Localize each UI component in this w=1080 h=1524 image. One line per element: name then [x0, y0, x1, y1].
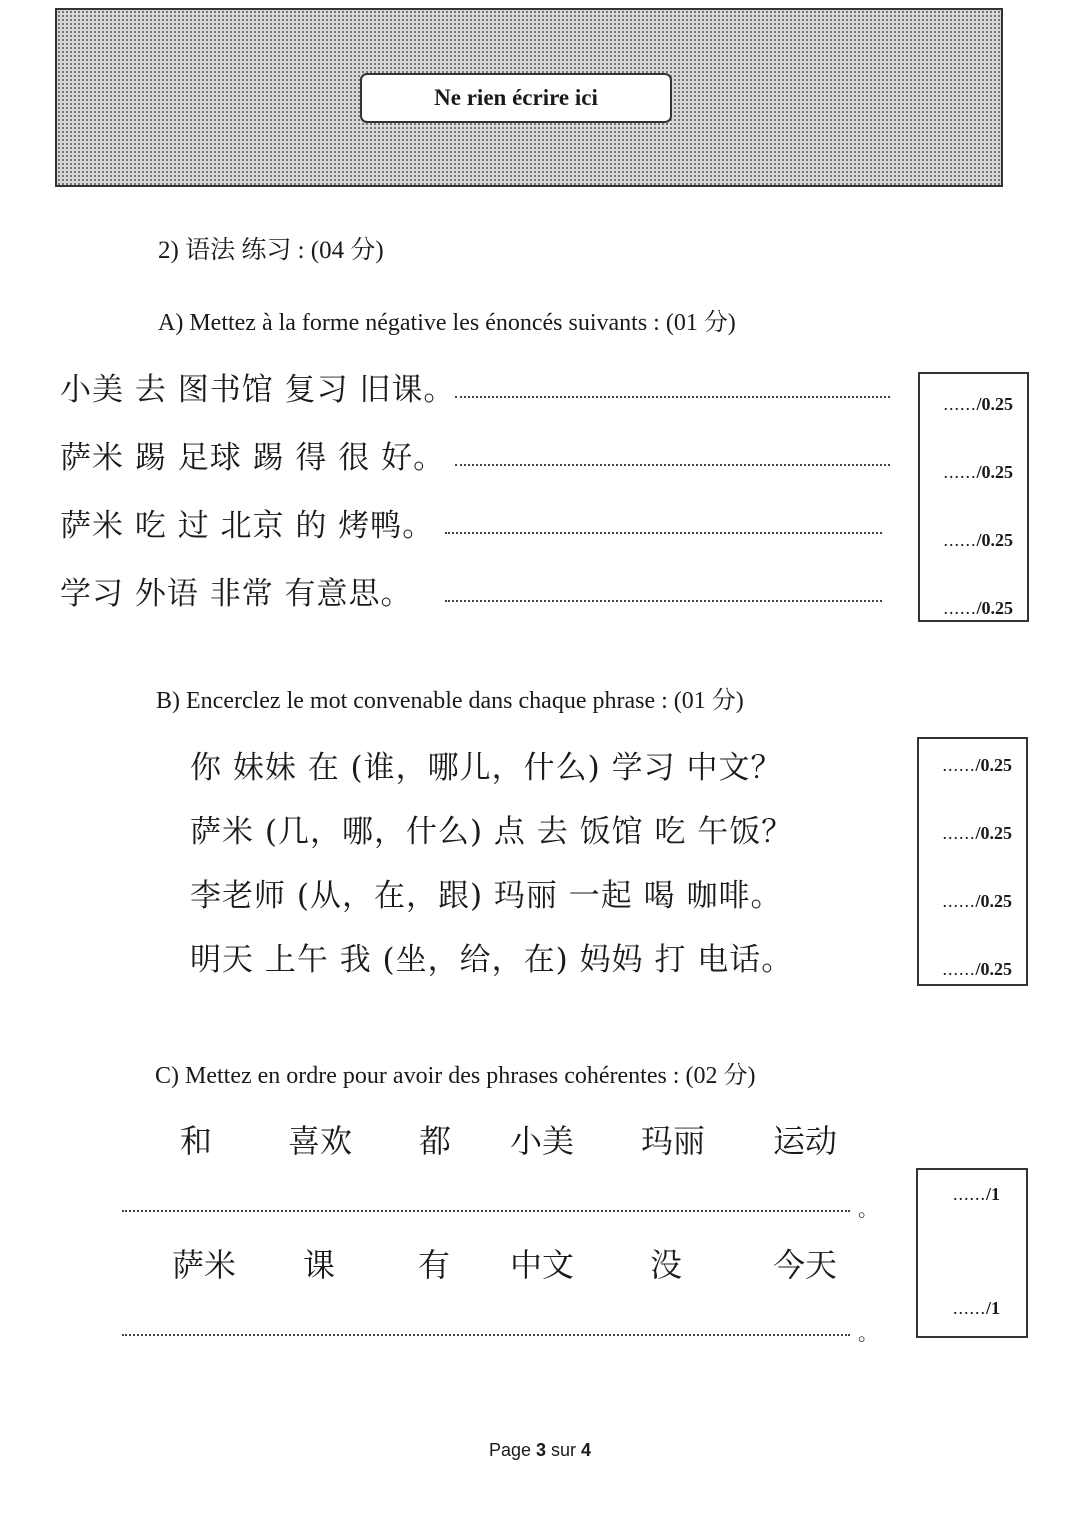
part-a-score-box: [918, 372, 1029, 622]
word-tile: 喜欢: [288, 1122, 353, 1160]
part-a-sentence: 萨米 吃 过 北京 的 烤鸭。: [60, 508, 435, 544]
sentence-end-mark: 。: [858, 1197, 878, 1221]
score-field[interactable]: ....../0.25: [943, 530, 1013, 550]
answer-line[interactable]: [455, 396, 890, 398]
part-b-sentence: 明天 上午 我 (坐，给，在) 妈妈 打 电话。: [190, 942, 794, 978]
word-tile: 中文: [510, 1246, 575, 1284]
part-a-sentence: 萨米 踢 足球 踢 得 很 好。: [60, 440, 446, 476]
score-field[interactable]: ....../0.25: [942, 823, 1012, 843]
word-tile: 和: [180, 1122, 213, 1160]
answer-line[interactable]: [122, 1210, 850, 1212]
score-field[interactable]: ....../0.25: [942, 959, 1012, 979]
part-c-instruction: C) Mettez en ordre pour avoir des phrases cohérentes : (02 分): [155, 1063, 756, 1089]
word-tile: 萨米: [172, 1246, 237, 1284]
part-b-instruction: B) Encerclez le mot convenable dans chaque phrase : (01 分): [156, 688, 744, 714]
score-field[interactable]: ....../0.25: [943, 462, 1013, 482]
score-field[interactable]: ....../0.25: [942, 891, 1012, 911]
word-tile: 小美: [510, 1122, 575, 1160]
page-number: Page 3 sur 4: [488, 1440, 592, 1460]
word-tile: 运动: [773, 1122, 838, 1160]
score-field[interactable]: ....../1: [952, 1184, 1000, 1204]
part-b-sentence: 李老师 (从，在，跟) 玛丽 一起 喝 咖啡。: [190, 878, 783, 914]
answer-line[interactable]: [122, 1334, 850, 1336]
score-field[interactable]: ....../0.25: [943, 598, 1013, 618]
part-b-score-box: [917, 737, 1028, 986]
word-tile: 都: [419, 1122, 452, 1160]
word-tile: 有: [418, 1246, 451, 1284]
word-tile: 课: [303, 1246, 336, 1284]
score-field[interactable]: ....../0.25: [942, 755, 1012, 775]
answer-line[interactable]: [445, 532, 882, 534]
part-c-score-box: [916, 1168, 1028, 1338]
part-b-sentence: 你 妹妹 在 (谁，哪儿，什么) 学习 中文？: [190, 750, 783, 786]
answer-line[interactable]: [445, 600, 882, 602]
do-not-write-notice: Ne rien écrire ici: [360, 73, 672, 123]
word-tile: 玛丽: [641, 1122, 706, 1160]
part-a-sentence: 学习 外语 非常 有意思。: [60, 576, 413, 612]
part-a-instruction: A) Mettez à la forme négative les énoncés suivants : (01 分): [158, 310, 736, 336]
word-tile: 今天: [773, 1246, 838, 1284]
answer-line[interactable]: [455, 464, 890, 466]
part-b-sentence: 萨米 (几，哪，什么) 点 去 饭馆 吃 午饭？: [190, 814, 794, 850]
word-tile: 没: [650, 1246, 683, 1284]
sentence-end-mark: 。: [858, 1321, 878, 1345]
score-field[interactable]: ....../0.25: [943, 394, 1013, 414]
section-title: 2) 语法 练习 : (04 分): [158, 237, 384, 264]
score-field[interactable]: ....../1: [952, 1298, 1000, 1318]
part-a-sentence: 小美 去 图书馆 复习 旧课。: [60, 372, 456, 408]
